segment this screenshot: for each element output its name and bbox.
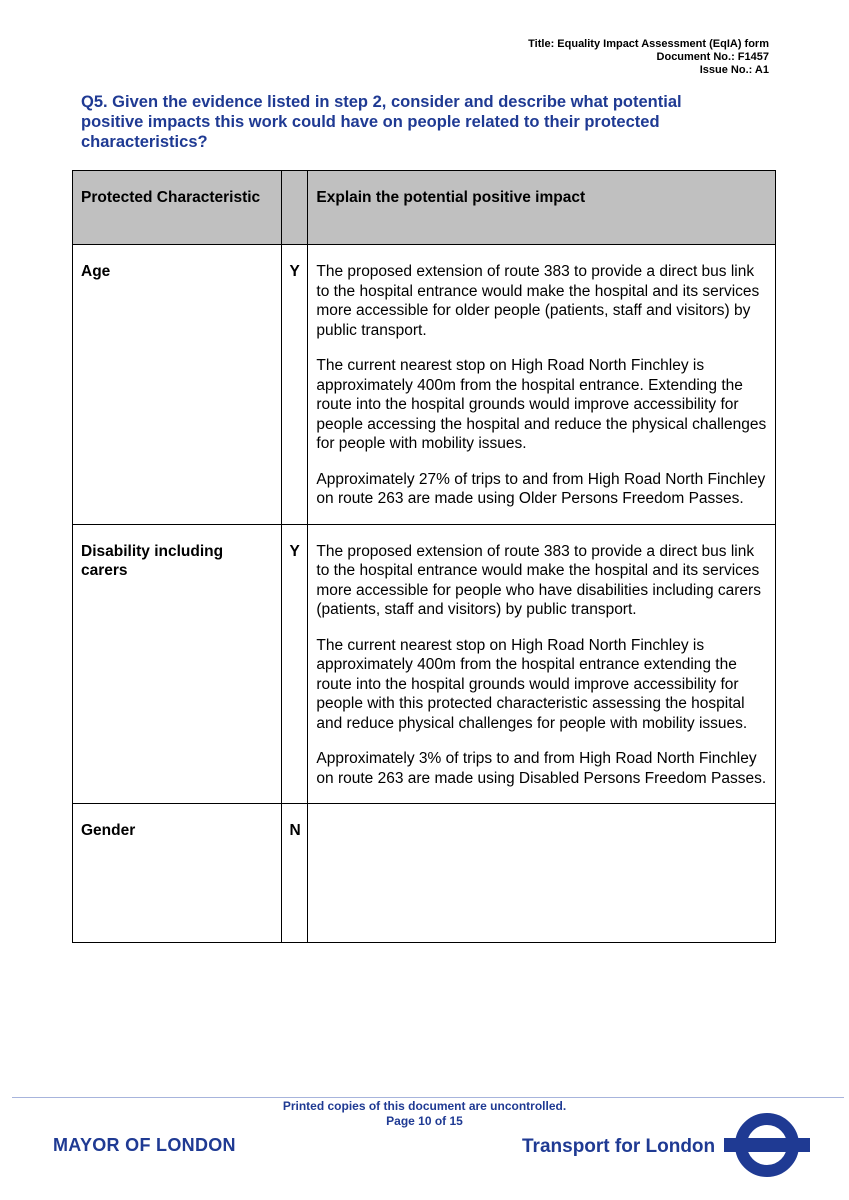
header-flag — [281, 171, 308, 245]
table-row-age — [73, 245, 776, 525]
impact-paragraph: The proposed extension of route 383 to provide a direct bus link to the hospital entrance would make the hospital and its services more accessible for people who have disabilities including carers (patients, staff and visitors) by public transport. — [316, 542, 761, 618]
impact-paragraph: Approximately 27% of trips to and from High Road North Finchley on route 263 are made using Older Persons Freedom Passes. — [316, 470, 766, 507]
footer-note — [0, 1099, 849, 1129]
impact-cell — [308, 245, 776, 525]
table-header-row — [73, 171, 776, 245]
uncontrolled-notice: Printed copies of this document are uncontrolled. — [282, 1099, 567, 1113]
flag-cell: Y — [281, 245, 308, 525]
document-header — [528, 38, 769, 77]
impact-cell-empty — [308, 804, 776, 943]
tfl-wordmark: Transport for London — [522, 1136, 716, 1157]
mayor-of-london-logo: MAYOR OF LONDON — [53, 1135, 236, 1155]
flag-cell: N — [281, 804, 308, 943]
impact-paragraph: Approximately 3% of trips to and from High Road North Finchley on route 263 are made using Disabled Persons Freedom Passes. — [316, 750, 767, 787]
header-protected-characteristic: Protected Characteristic — [73, 171, 282, 245]
impact-table — [72, 170, 776, 943]
impact-cell — [308, 524, 776, 804]
question-heading: Q5. Given the evidence listed in step 2, consider and describe what potential positive impacts this work could have on people related to their protected characteristics? — [81, 93, 682, 151]
document-number: Document No.: F1457 — [656, 51, 769, 63]
characteristic-cell: Age — [73, 245, 282, 525]
document-title: Title: Equality Impact Assessment (EqIA) form — [528, 38, 769, 50]
characteristic-cell: Disability including carers — [73, 524, 282, 804]
flag-cell: Y — [281, 524, 308, 804]
impact-paragraph: The current nearest stop on High Road North Finchley is approximately 400m from the hospital entrance. Extending the route into the hospital grounds would improve accessibility for people accessing the hospital and reduce the physical challenges for people with mobility issues. — [316, 357, 767, 452]
table-row-gender — [73, 804, 776, 943]
footer-divider — [12, 1097, 844, 1098]
characteristic-cell: Gender — [73, 804, 282, 943]
issue-number: Issue No.: A1 — [699, 64, 769, 76]
table-row-disability — [73, 524, 776, 804]
impact-paragraph: The current nearest stop on High Road North Finchley is approximately 400m from the hospital entrance extending the route into the hospital grounds would improve accessibility for people with this protected characteristic assessing the hospital and reduce physical challenges for people with mobility issues. — [316, 636, 748, 732]
impact-paragraph: The proposed extension of route 383 to provide a direct bus link to the hospital entrance would make the hospital and its services more accessible for older people (patients, staff and visitors) by public transport. — [316, 263, 760, 339]
tfl-roundel-icon — [724, 1111, 810, 1179]
header-positive-impact: Explain the potential positive impact — [308, 171, 776, 245]
page-number: Page 10 of 15 — [386, 1114, 463, 1128]
